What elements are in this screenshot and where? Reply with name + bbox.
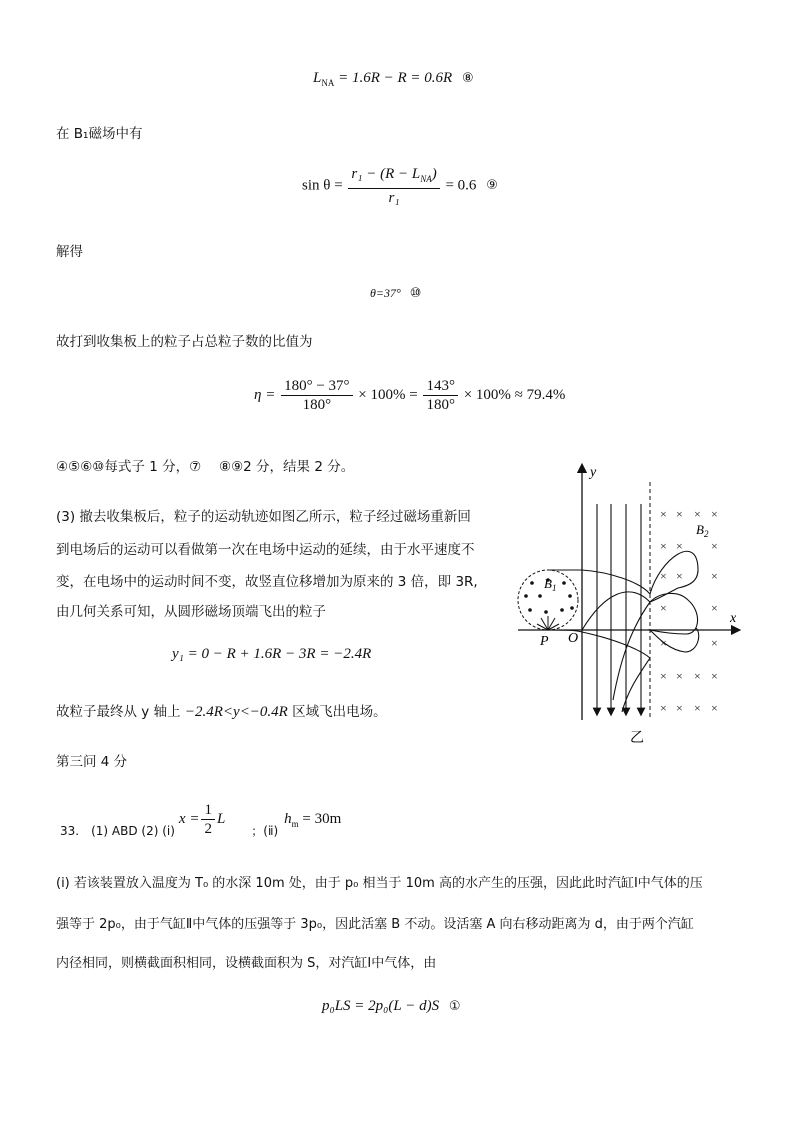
text-scoring-1: ④⑤⑥⑩每式子 1 分，⑦ ⑧⑨2 分，结果 2 分。 xyxy=(56,459,355,475)
paragraph-3-line-1: (3) 撤去收集板后，粒子的运动轨迹如图乙所示，粒子经过磁场重新回 xyxy=(56,509,471,525)
text-final-post: 区域飞出电场。 xyxy=(292,704,387,720)
eta-num2: 143° xyxy=(423,378,458,396)
q33-ans1 xyxy=(179,802,225,837)
eta-lhs: η = xyxy=(254,386,276,403)
p-label: P xyxy=(540,634,549,649)
eta-rhs: × 100% ≈ 79.4% xyxy=(463,386,566,403)
svg-text:×: × xyxy=(660,601,667,615)
figure-yi xyxy=(510,462,745,752)
eq8-tag: ⑧ xyxy=(461,71,474,86)
eq9-num-sub: NA xyxy=(420,174,432,184)
equation-8 xyxy=(313,70,474,88)
eta-den2: 180° xyxy=(426,397,455,413)
paragraph-3-line-3: 变，在电场中的运动时间不变，故竖直位移增加为原来的 3 倍，即 3R, xyxy=(56,574,478,590)
text-ratio-intro: 故打到收集板上的粒子占总粒子数的比值为 xyxy=(56,334,313,350)
eq1-tag: ① xyxy=(448,999,461,1014)
svg-text:×: × xyxy=(660,669,667,683)
q33-answer-line xyxy=(60,800,341,839)
eq10-expr: θ=37° xyxy=(370,286,401,300)
equation-10 xyxy=(370,286,421,301)
q33-sep: ；(ⅱ) xyxy=(251,824,279,838)
eq10-tag: ⑩ xyxy=(409,286,422,301)
eq9-den: r₁ xyxy=(388,190,400,206)
svg-text:×: × xyxy=(694,669,701,683)
eta-den1: 180° xyxy=(302,397,332,413)
q33-ans1-den: 2 xyxy=(204,821,212,837)
eq9-num-end: ) xyxy=(431,166,437,182)
svg-text:×: × xyxy=(694,701,701,715)
svg-text:×: × xyxy=(711,701,718,715)
svg-text:×: × xyxy=(711,636,718,650)
svg-text:×: × xyxy=(711,601,718,615)
figure-caption: 乙 xyxy=(630,731,644,746)
eta-mid: × 100% = xyxy=(358,386,418,403)
svg-text:×: × xyxy=(676,669,683,683)
text-final-range: −2.4R<y<−0.4R xyxy=(184,704,288,720)
svg-text:×: × xyxy=(660,636,667,650)
eq1-expr: p₀LS = 2p₀(L − d)S xyxy=(322,998,440,1014)
eta-num1: 180° − 37° xyxy=(281,378,352,396)
eq8-rhs: = 1.6R − R = 0.6R xyxy=(338,70,453,86)
svg-text:×: × xyxy=(711,569,718,583)
equation-9 xyxy=(302,166,498,206)
paragraph-i-line-2: 强等于 2p₀，由于气缸Ⅱ中气体的压强等于 3p₀，因此活塞 B 不动。设活塞 A 向右移动距离为 d，由于两个汽缸 xyxy=(56,917,694,932)
text-b1-intro: 在 B₁磁场中有 xyxy=(56,126,143,142)
eq9-rhs: = 0.6 xyxy=(445,177,477,194)
svg-text:×: × xyxy=(676,507,683,521)
svg-text:×: × xyxy=(660,539,667,553)
eq8-lhs: L xyxy=(313,70,322,86)
paragraph-3-line-2: 到电场后的运动可以看做第一次在电场中运动的延续，由于水平速度不 xyxy=(56,542,475,558)
eq8-lhs-sub: NA xyxy=(321,78,335,88)
text-final xyxy=(56,700,387,721)
q33-ans1-lhs: x = xyxy=(178,811,200,827)
svg-text:×: × xyxy=(660,569,667,583)
o-label: O xyxy=(568,631,579,646)
q33-prefix: 33. (1) ABD (2) (ⅰ) xyxy=(60,824,175,838)
eta-fraction-1 xyxy=(281,378,352,413)
svg-text:×: × xyxy=(660,507,667,521)
paragraph-i-line-3: 内径相同，则横截面积相同，设横截面积为 S，对汽缸Ⅰ中气体，由 xyxy=(56,956,437,971)
q33-ans2 xyxy=(284,811,341,829)
svg-text:×: × xyxy=(660,701,667,715)
source-arrows xyxy=(537,616,559,630)
trajectory-middle xyxy=(582,592,699,652)
trajectory-lower xyxy=(548,630,650,712)
paragraph-3-line-4: 由几何关系可知，从圆形磁场顶端飞出的粒子 xyxy=(56,604,326,620)
q33-ans1-num: 1 xyxy=(201,802,215,820)
q33-ans1-var: L xyxy=(216,811,226,827)
text-final-pre: 故粒子最终从 y 轴上 xyxy=(56,704,181,720)
eq9-lhs: sin θ = xyxy=(302,177,343,194)
b2-crosses xyxy=(660,507,718,715)
b2-label: $B_2$ xyxy=(696,522,709,539)
text-scoring-3: 第三问 4 分 xyxy=(56,754,128,770)
x-axis-label: x xyxy=(730,611,737,626)
paragraph-i-line-1: (ⅰ) 若该装置放入温度为 T₀ 的水深 10m 处，由于 p₀ 相当于 10m 高的水产生的压强，因此此时汽缸Ⅰ中气体的压 xyxy=(56,876,703,891)
eq9-num: r₁ − (R − L xyxy=(351,166,421,182)
equation-1 xyxy=(322,998,460,1015)
eq9-fraction xyxy=(348,166,439,206)
q33-ans2-sub: m xyxy=(291,818,299,829)
y-axis-label: y xyxy=(590,465,597,480)
b1-label: $B_1$ xyxy=(544,576,557,593)
eta-fraction-2 xyxy=(423,378,458,413)
equation-y1: y₁ = 0 − R + 1.6R − 3R = −2.4R xyxy=(172,646,372,662)
svg-text:×: × xyxy=(711,539,718,553)
text-solve: 解得 xyxy=(56,244,83,260)
q33-ans2: h xyxy=(284,810,292,827)
svg-text:×: × xyxy=(676,701,683,715)
svg-text:×: × xyxy=(676,539,683,553)
eq9-tag: ⑨ xyxy=(486,178,498,194)
q33-ans2-rhs: = 30m xyxy=(302,810,342,827)
svg-text:×: × xyxy=(676,569,683,583)
equation-eta xyxy=(254,378,565,413)
svg-text:×: × xyxy=(711,507,718,521)
svg-text:×: × xyxy=(711,669,718,683)
svg-text:×: × xyxy=(694,507,701,521)
